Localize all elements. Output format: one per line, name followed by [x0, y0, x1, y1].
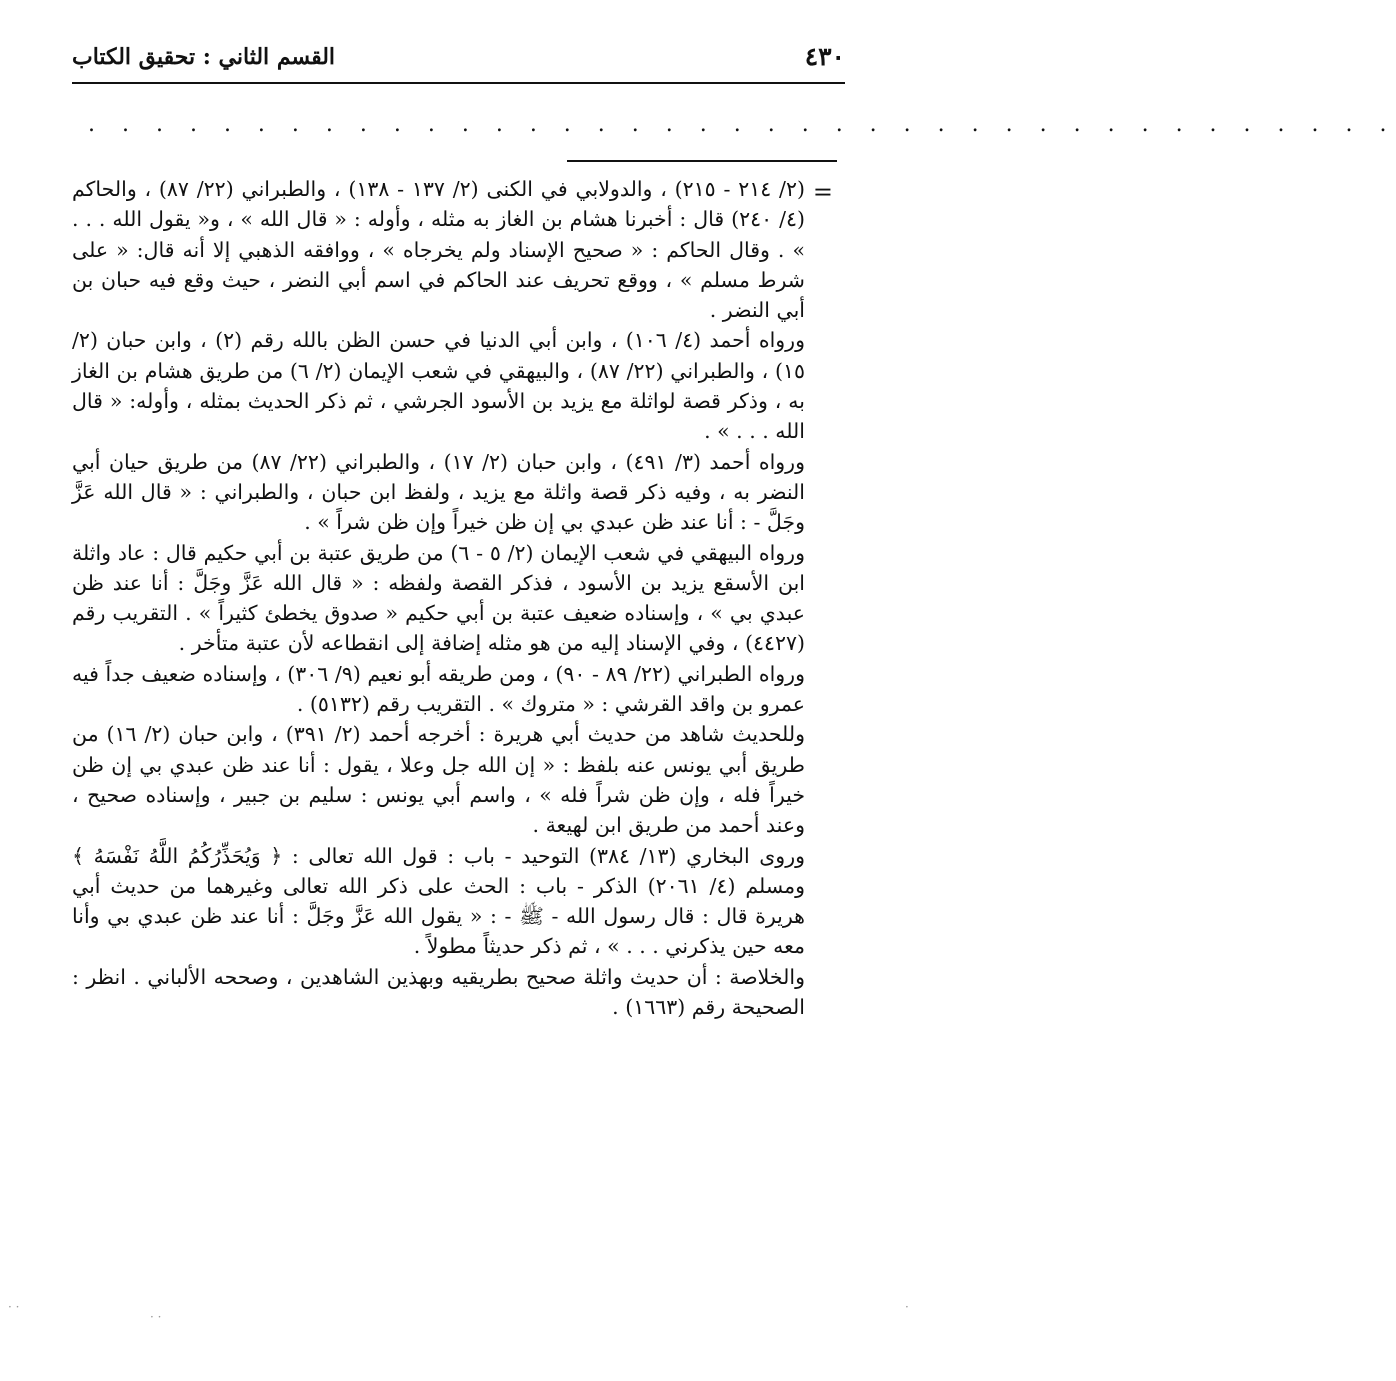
- header-rule: [72, 82, 845, 84]
- running-head: [72, 40, 845, 80]
- paragraph: ورواه أحمد (٤/ ١٠٦) ، وابن أبي الدنيا في حسن الظن بالله رقم (٢) ، وابن حبان (٢/ ١٥) ، والطبراني (٢٢/ ٨٧) ، والبيهقي في شعب الإيمان (٢/ ٦) من طريق هشام بن الغاز به ، وذكر قصة لواثلة مع يزيد بن الأسود الجرشي ، ثم ذكر الحديث بمثله ، وأوله: « قال الله . . . » .: [72, 328, 805, 444]
- separator-dots: . . . . . . . . . . . . . . . . . . . . . . . . . . . . . . . . . . . . . . .: [88, 112, 1396, 137]
- paragraph: وللحديث شاهد من حديث أبي هريرة : أخرجه أحمد (٢/ ٣٩١) ، وابن حبان (٢/ ١٦) من طريق أبي يونس عنه بلفظ : « إن الله جل وعلا ، يقول : أنا عند ظن عبدي بي إن ظن خيراً فله ، وإن ظن شراً فله » ، واسم أبي يونس : سليم بن جبير ، وإسناده صحيح ، وعند أحمد من طريق ابن لهيعة .: [72, 722, 805, 838]
- continuation-mark: =: [812, 178, 833, 206]
- page-number: ٤٣٠: [804, 42, 845, 71]
- paragraph: والخلاصة : أن حديث واثلة صحيح بطريقيه وبهذين الشاهدين ، وصححه الألباني . انظر : الصحيحة رقم (١٦٦٣) .: [72, 964, 805, 1020]
- paragraph: (٢/ ٢١٤ - ٢١٥) ، والدولابي في الكنى (٢/ ١٣٧ - ١٣٨) ، والطبراني (٢٢/ ٨٧) ، والحاكم (٤/ ٢٤٠) قال : أخبرنا هشام بن الغاز به مثله ، وأوله : « قال الله » ، و« يقول الله . . . » . وقال الحاكم : « صحيح الإسناد ولم يخرجاه » ، ووافقه الذهبي إلا أنه قال: « على شرط مسلم » ، ووقع تحريف عند الحاكم في اسم أبي النضر ، حيث وقع فيه حبان بن أبي النضر .: [72, 177, 805, 323]
- paragraph: ورواه أحمد (٣/ ٤٩١) ، وابن حبان (٢/ ١٧) ، والطبراني (٢٢/ ٨٧) من طريق حيان أبي النضر به ، وفيه ذكر قصة واثلة مع يزيد ، ولفظ ابن حبان ، والطبراني : « قال الله عَزَّ وجَلَّ - : أنا عند ظن عبدي بي إن ظن خيراً وإن ظن شراً » .: [72, 449, 805, 535]
- scan-noise: · ·: [150, 1310, 162, 1324]
- scan-noise: · ·: [8, 1300, 20, 1314]
- footnote-rule: [567, 160, 837, 162]
- paragraph: ورواه البيهقي في شعب الإيمان (٢/ ٥ - ٦) من طريق عتبة بن أبي حكيم قال : عاد واثلة ابن الأسقع يزيد بن الأسود ، فذكر القصة ولفظه : « قال الله عَزَّ وجَلَّ : أنا عند ظن عبدي بي » ، وإسناده ضعيف عتبة بن أبي حكيم « صدوق يخطئ كثيراً » . التقريب رقم (٤٤٢٧) ، وفي الإسناد إليه من هو مثله إضافة إلى انقطاعه لأن عتبة متأخر .: [72, 540, 805, 656]
- running-title: القسم الثاني : تحقيق الكتاب: [72, 44, 336, 70]
- paragraph: وروى البخاري (١٣/ ٣٨٤) التوحيد - باب : قول الله تعالى : ﴿ وَيُحَذِّرُكُمُ اللَّهُ نَفْسَهُ ﴾ ومسلم (٤/ ٢٠٦١) الذكر - باب : الحث على ذكر الله تعالى وغيرهما من حديث أبي هريرة قال : قال رسول الله - ﷺ - : « يقول الله عَزَّ وجَلَّ : أنا عند ظن عبدي بي وأنا معه حين يذكرني . . . » ، ثم ذكر حديثاً مطولاً .: [72, 843, 805, 959]
- paragraph: ورواه الطبراني (٢٢/ ٨٩ - ٩٠) ، ومن طريقه أبو نعيم (٩/ ٣٠٦) ، وإسناده ضعيف جداً فيه عمرو بن واقد القرشي : « متروك » . التقريب رقم (٥١٣٢) .: [72, 661, 805, 717]
- footnote-body: [72, 174, 805, 1022]
- scan-noise: ·: [905, 1300, 909, 1314]
